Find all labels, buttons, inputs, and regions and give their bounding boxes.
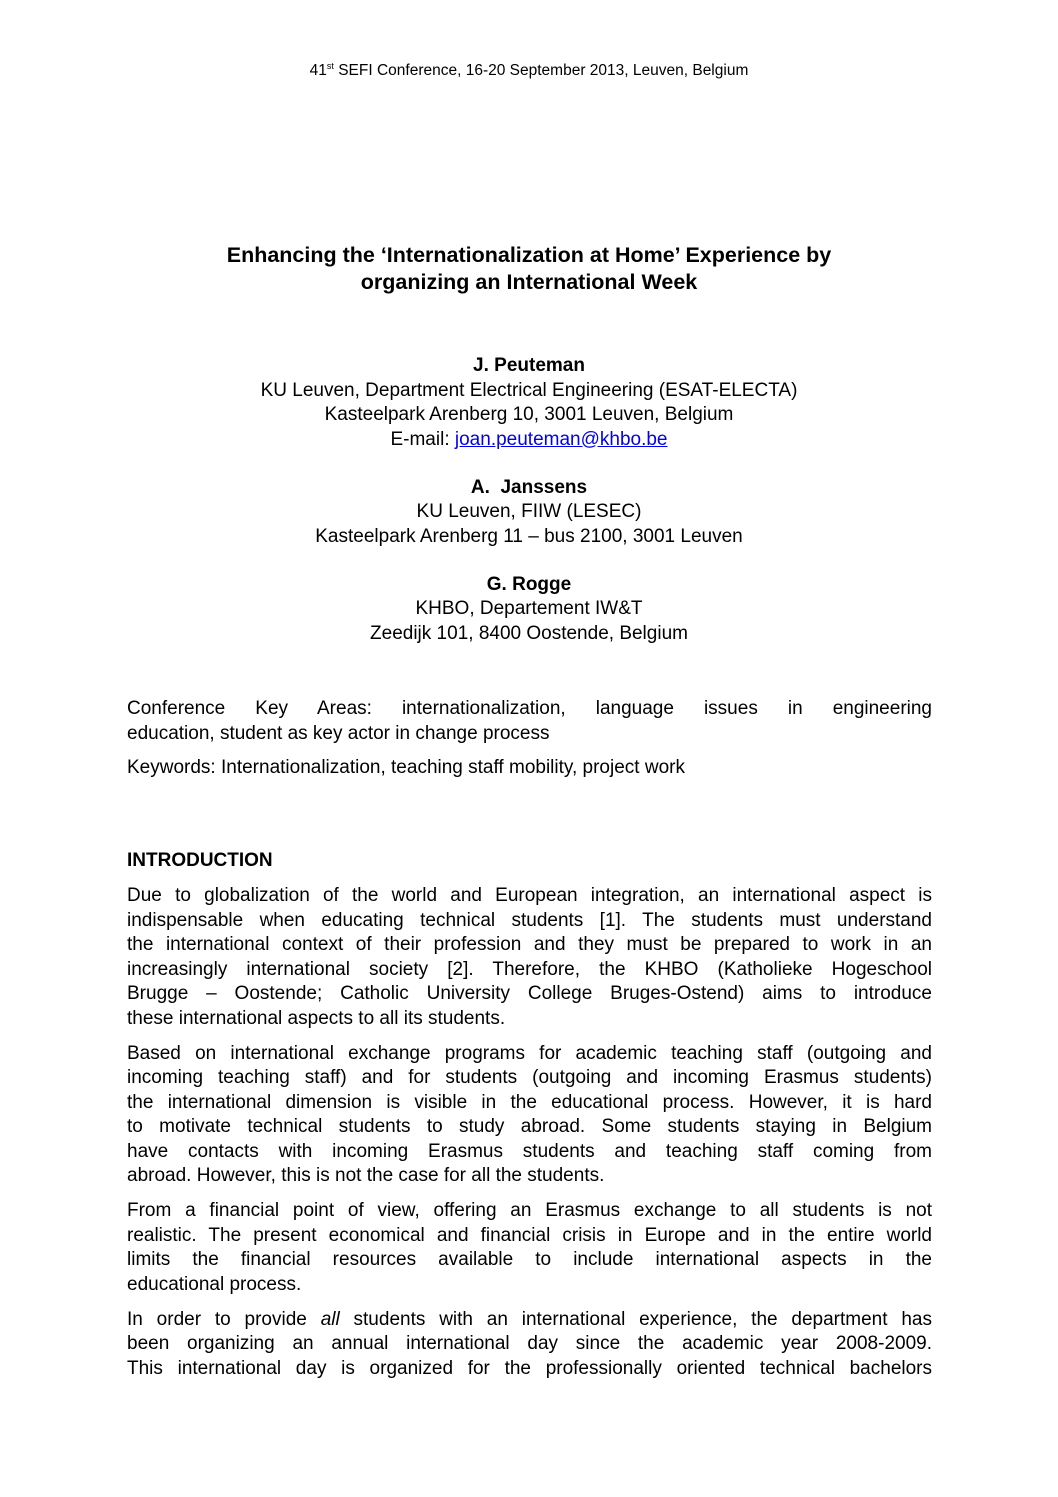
author-affiliation: KHBO, Departement IW&T xyxy=(415,598,643,619)
emphasis: all xyxy=(320,1308,340,1330)
author-name: J. Peuteman xyxy=(473,355,585,376)
text-line: Based on international exchange programs for academic teaching staff (outgoing and xyxy=(127,1042,932,1064)
text-line: been organizing an annual international day since the academic year 2008-2009. xyxy=(127,1333,932,1354)
text-line: This international day is organized for the professionally oriented technical bachelors xyxy=(127,1357,932,1379)
title-line-1: Enhancing the ‘Internationalization at Home’ Experience by xyxy=(226,243,832,267)
author-name: G. Rogge xyxy=(486,573,572,595)
text-line: abroad. However, this is not the case for all the students. xyxy=(127,1165,605,1186)
text-line: realistic. The present economical and financial crisis in Europe and in the entire world xyxy=(127,1224,932,1246)
key-areas-line-2: education, student as key actor in change process xyxy=(127,722,550,744)
paragraph xyxy=(127,1042,932,1189)
text-line: have contacts with incoming Erasmus students and teaching staff coming from xyxy=(127,1140,932,1162)
text-line: educational process. xyxy=(127,1273,302,1295)
key-areas-line-1: Conference Key Areas: internationalization, language issues in engineering xyxy=(127,698,932,719)
section-heading-introduction: INTRODUCTION xyxy=(127,850,273,871)
email-label: E-mail: xyxy=(390,428,455,450)
text-line: the international context of their profession and they must be prepared to work in an xyxy=(127,934,932,955)
title-line-2: organizing an International Week xyxy=(360,270,698,294)
author-rogge xyxy=(100,573,958,647)
text-line xyxy=(127,1308,932,1333)
text-fragment: students with an international experience, the department has xyxy=(339,1308,932,1330)
text-line: the international dimension is visible in the educational process. However, it is hard xyxy=(127,1091,932,1113)
text-line: increasingly international society [2]. Therefore, the KHBO (Katholieke Hogeschool xyxy=(127,958,932,980)
author-affiliation: KU Leuven, Department Electrical Engineering (ESAT-ELECTA) xyxy=(260,379,798,401)
author-address: Kasteelpark Arenberg 11 – bus 2100, 3001 Leuven xyxy=(315,525,743,547)
text-line: these international aspects to all its students. xyxy=(127,1007,506,1029)
author-janssens xyxy=(100,476,958,550)
running-header xyxy=(0,62,1058,80)
text-line: From a financial point of view, offering an Erasmus exchange to all students is not xyxy=(127,1200,932,1221)
author-list xyxy=(100,354,958,670)
text-line: Due to globalization of the world and European integration, an international aspect is xyxy=(127,885,932,906)
conference-number: 41 xyxy=(309,62,327,79)
text-fragment: In order to provide xyxy=(127,1308,321,1330)
paper-title xyxy=(100,242,958,296)
author-name: A. Janssens xyxy=(470,476,588,498)
text-line: Brugge – Oostende; Catholic University College Bruges-Ostend) aims to introduce xyxy=(127,983,932,1004)
text-line: incoming teaching staff) and for students (outgoing and incoming Erasmus students) xyxy=(127,1067,932,1088)
email-link[interactable]: joan.peuteman@khbo.be xyxy=(454,428,668,450)
text-line: limits the financial resources available to include international aspects in the xyxy=(127,1249,932,1270)
conference-key-areas xyxy=(127,697,932,746)
author-affiliation: KU Leuven, FIIW (LESEC) xyxy=(416,501,642,522)
introduction-body xyxy=(127,884,932,1392)
author-address: Zeedijk 101, 8400 Oostende, Belgium xyxy=(370,622,688,644)
conference-number-suffix: st xyxy=(326,61,334,71)
conference-info: SEFI Conference, 16-20 September 2013, Leuven, Belgium xyxy=(333,62,749,79)
paragraph xyxy=(127,1308,932,1382)
author-address: Kasteelpark Arenberg 10, 3001 Leuven, Belgium xyxy=(324,404,734,425)
paragraph xyxy=(127,1199,932,1297)
text-line: to motivate technical students to study abroad. Some students staying in Belgium xyxy=(127,1116,932,1137)
text-line: indispensable when educating technical students [1]. The students must understand xyxy=(127,909,932,931)
author-peuteman xyxy=(100,354,958,452)
keywords: Keywords: Internationalization, teaching staff mobility, project work xyxy=(127,757,685,778)
author-email-line xyxy=(100,428,958,453)
paragraph xyxy=(127,884,932,1031)
